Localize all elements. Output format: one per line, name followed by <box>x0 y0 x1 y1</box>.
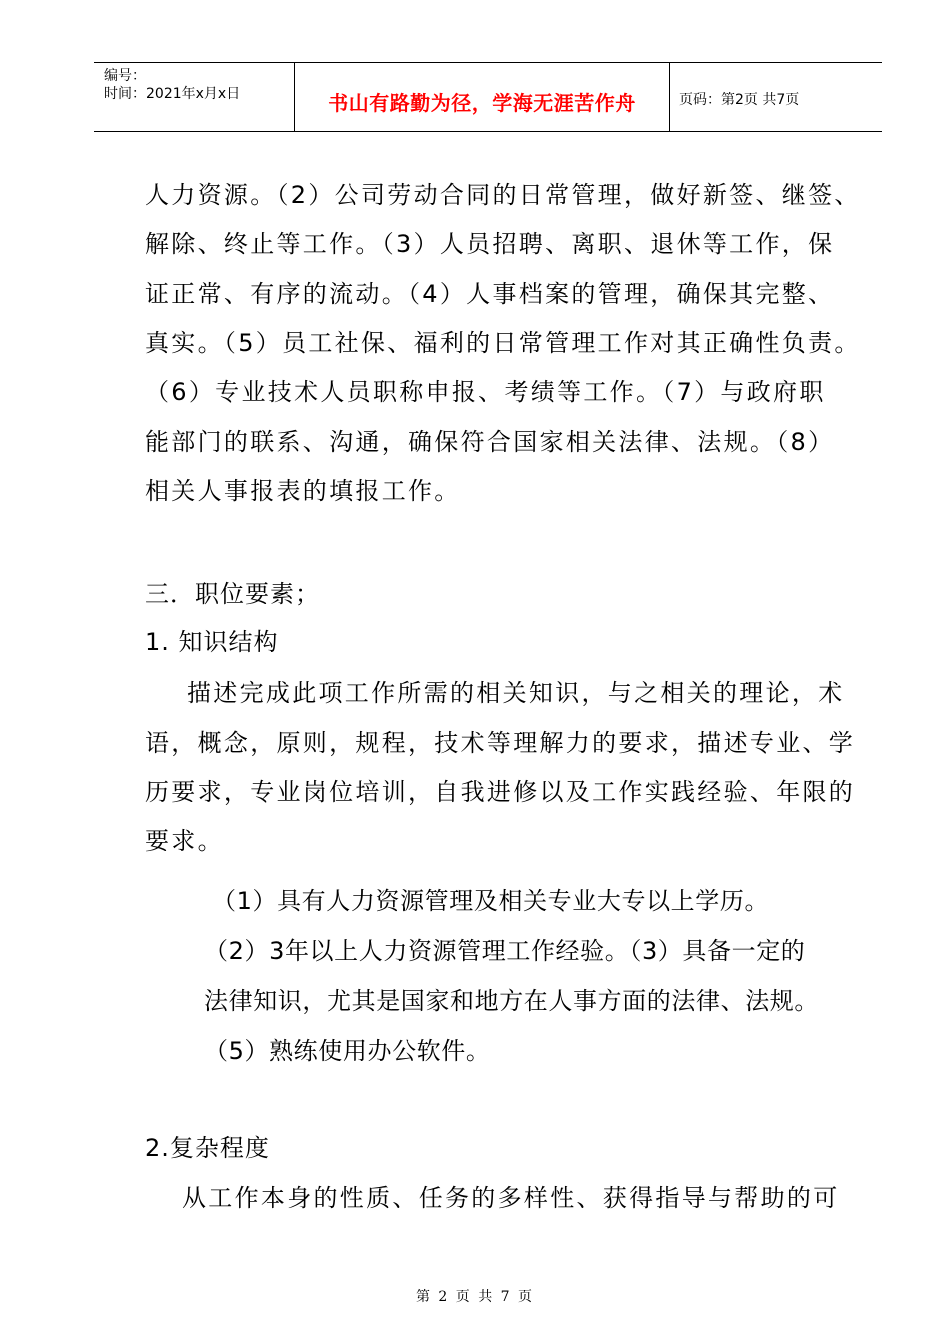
header-table <box>94 62 882 132</box>
header-meta-cell <box>94 63 294 131</box>
section3-heading: 三．职位要素； <box>145 580 320 608</box>
page-label: 页码：第2页 共7页 <box>679 92 800 108</box>
req-line: （5）熟练使用办公软件。 <box>204 1037 491 1065</box>
req-line: （2）3年以上人力资源管理工作经验。（3）具备一定的 <box>204 937 806 965</box>
req-line: （1）具有人力资源管理及相关专业大专以上学历。 <box>212 887 770 915</box>
time-label: 时间：2021年x月x日 <box>104 86 241 102</box>
last-line: 从工作本身的性质、任务的多样性、获得指导与帮助的可 <box>182 1184 840 1212</box>
number-label: 编号： <box>104 68 146 84</box>
desc-line: 语，概念，原则，规程，技术等理解力的要求，描述专业、学 <box>145 729 856 757</box>
motto-text: 书山有路勤为径，学海无涯苦作舟 <box>328 91 636 115</box>
desc-line: 要求。 <box>145 827 224 855</box>
desc-line: 描述完成此项工作所需的相关知识，与之相关的理论，术 <box>187 679 845 707</box>
body-line: （6）专业技术人员职称申报、考绩等工作。（7）与政府职 <box>145 378 826 406</box>
req-line: 法律知识，尤其是国家和地方在人事方面的法律、法规。 <box>204 987 819 1015</box>
footer-page-number: 第 2 页 共 7 页 <box>415 1289 535 1305</box>
body-line: 解除、终止等工作。（3）人员招聘、离职、退休等工作，保 <box>145 230 835 258</box>
body-line: 人力资源。（2）公司劳动合同的日常管理，做好新签、继签、 <box>145 181 861 209</box>
body-line: 能部门的联系、沟通，确保符合国家相关法律、法规。（8） <box>145 428 835 456</box>
body-line: 真实。（5）员工社保、福利的日常管理工作对其正确性负责。 <box>145 329 861 357</box>
header-page-cell <box>669 63 882 131</box>
sub2-heading: 2.复杂程度 <box>145 1134 270 1162</box>
body-line: 证正常、有序的流动。（4）人事档案的管理，确保其完整、 <box>145 280 835 308</box>
sub1-heading: 1. 知识结构 <box>145 628 279 656</box>
body-line: 相关人事报表的填报工作。 <box>145 477 461 505</box>
desc-line: 历要求，专业岗位培训，自我进修以及工作实践经验、年限的 <box>145 778 856 806</box>
header-motto-cell <box>294 63 670 131</box>
